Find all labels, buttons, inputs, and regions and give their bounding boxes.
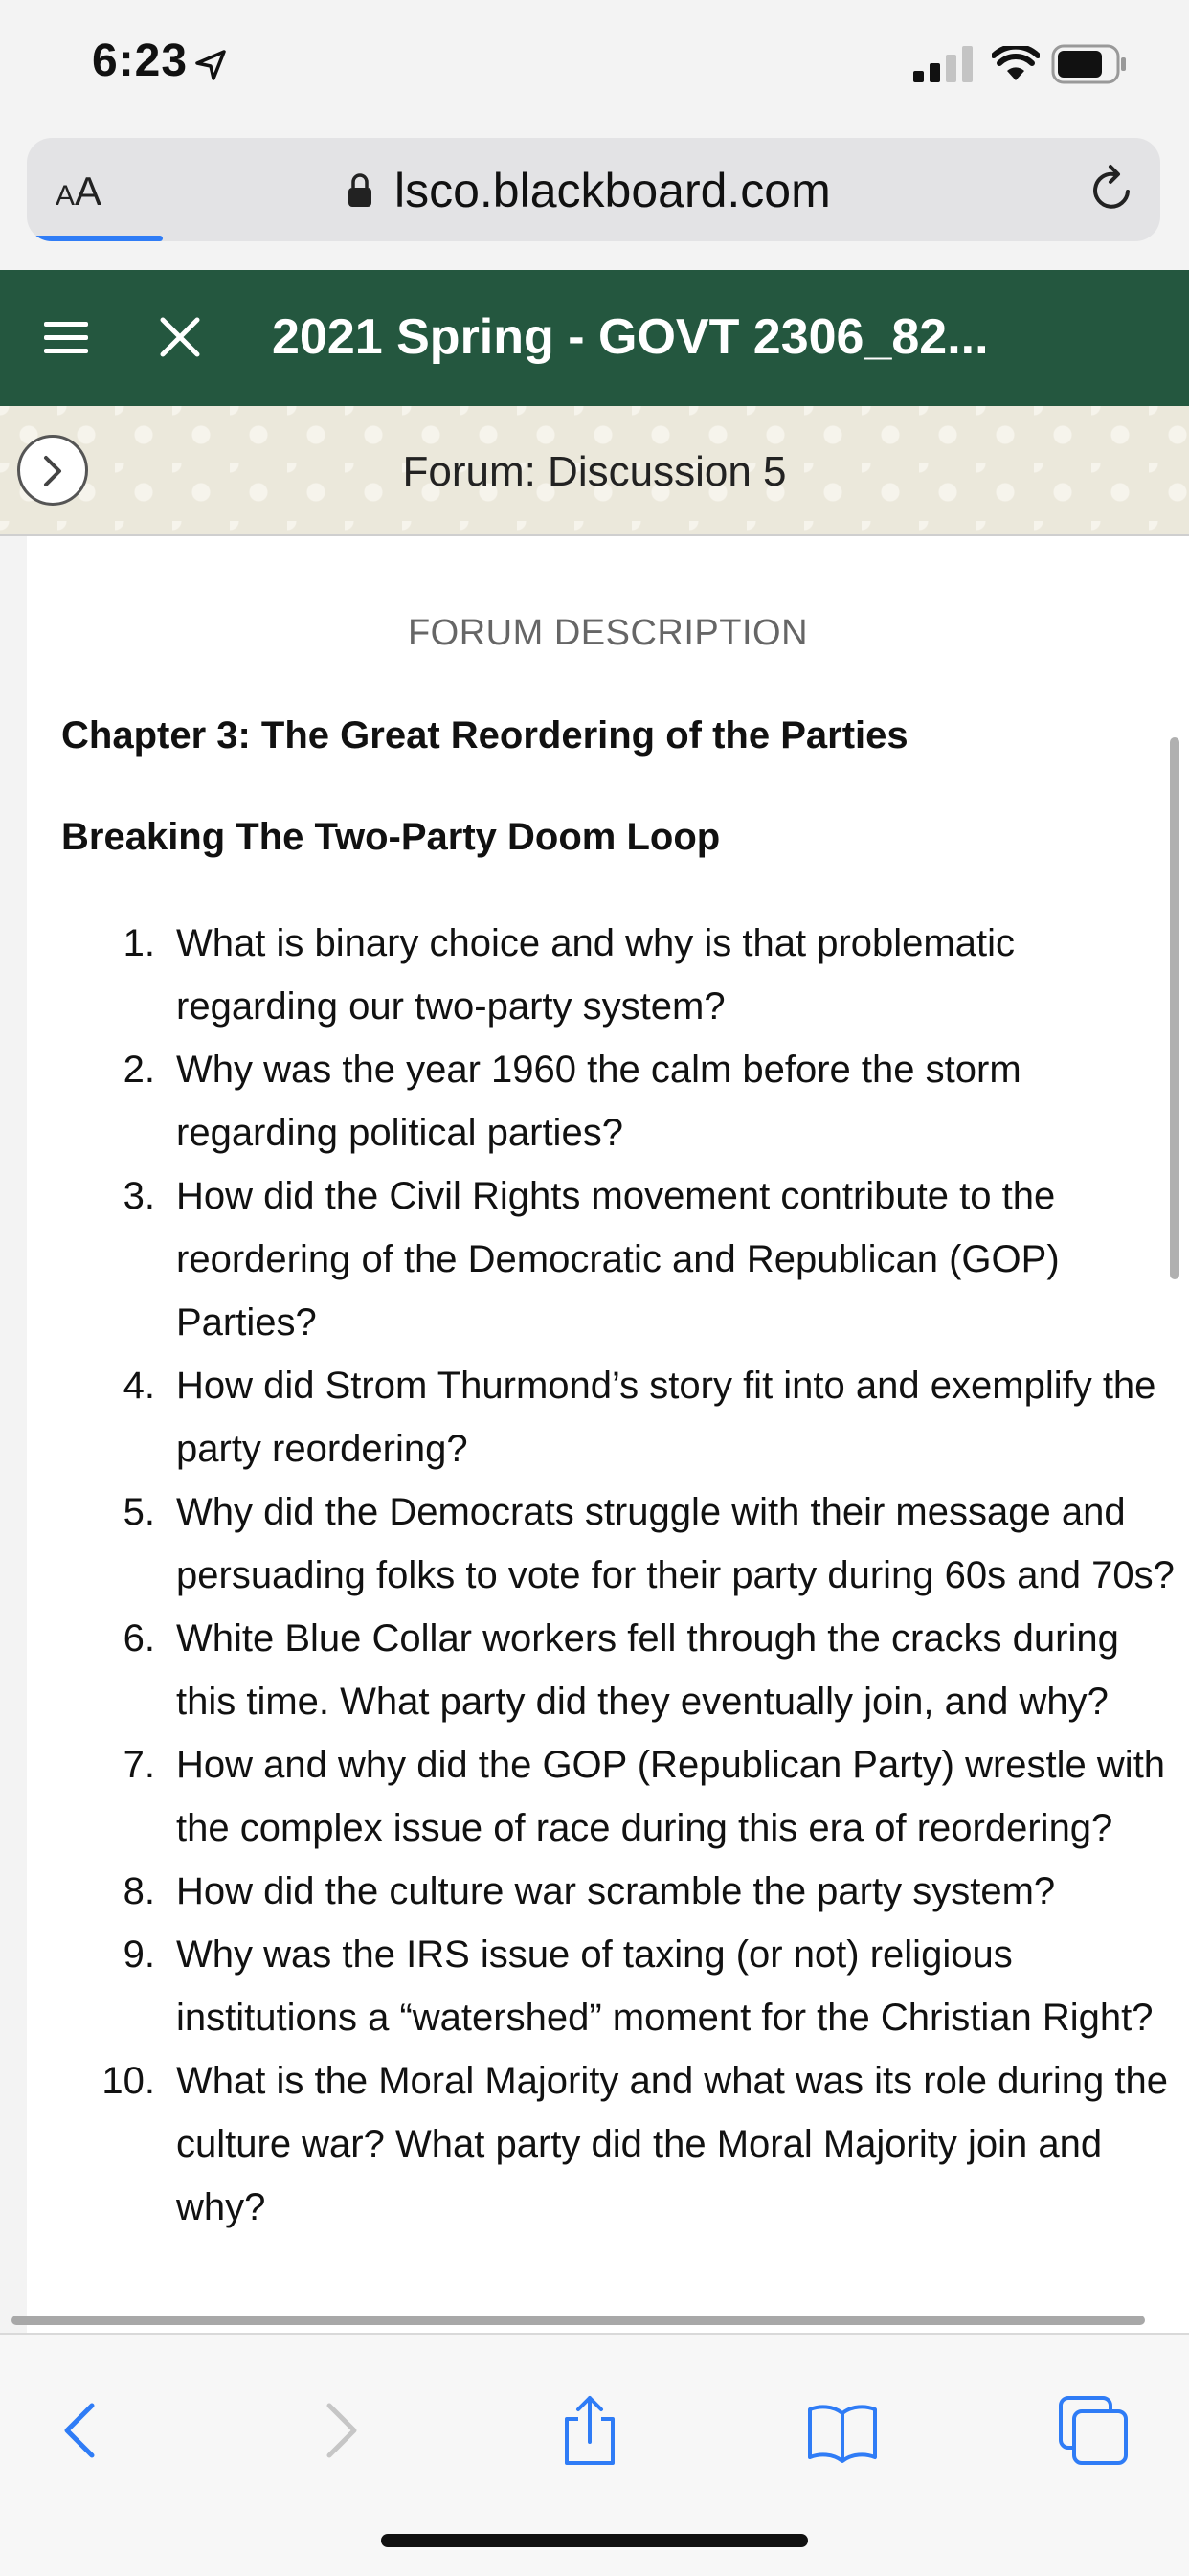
question-item <box>27 1733 1189 1860</box>
question-number: 1. <box>123 922 155 964</box>
text-size-button[interactable] <box>56 169 101 215</box>
question-text: Why was the IRS issue of taxing (or not) religious institutions a “watershed” moment for the Christian Right? <box>176 1933 1154 2039</box>
page-load-progress <box>27 236 163 241</box>
url-text[interactable]: lsco.blackboard.com <box>394 164 831 217</box>
question-number: 10. <box>101 2060 155 2102</box>
chapter-heading: Chapter 3: The Great Reordering of the Parties <box>61 714 909 757</box>
question-item <box>27 1480 1189 1607</box>
battery-icon <box>1051 44 1128 84</box>
status-time: 6:23 <box>92 35 189 86</box>
bookmarks-icon[interactable] <box>804 2392 881 2469</box>
lock-icon <box>347 172 373 209</box>
home-indicator <box>381 2534 808 2547</box>
question-item <box>27 1923 1189 2049</box>
question-text: What is binary choice and why is that problematic regarding our two-party system? <box>176 922 1015 1028</box>
sub-heading: Breaking The Two-Party Doom Loop <box>61 816 721 858</box>
text-size-big-a: A <box>75 169 102 214</box>
question-number: 8. <box>123 1870 155 1912</box>
share-icon[interactable] <box>551 2392 628 2469</box>
question-number: 6. <box>123 1617 155 1660</box>
question-number: 5. <box>123 1491 155 1533</box>
course-header <box>0 270 1189 406</box>
question-number: 3. <box>123 1175 155 1217</box>
horizontal-scrollbar[interactable] <box>11 2316 1145 2325</box>
question-number: 2. <box>123 1049 155 1091</box>
question-text: What is the Moral Majority and what was its role during the culture war? What party did the Moral Majority join and why? <box>176 2060 1168 2228</box>
reload-icon[interactable] <box>1086 163 1139 216</box>
course-title: 2021 Spring - GOVT 2306_82... <box>272 309 989 365</box>
tabs-icon[interactable] <box>1055 2392 1132 2469</box>
forum-description-label: FORUM DESCRIPTION <box>407 613 809 653</box>
address-bar[interactable] <box>27 138 1160 241</box>
question-list <box>27 912 1189 2239</box>
forward-icon[interactable] <box>301 2392 377 2469</box>
question-number: 4. <box>123 1365 155 1407</box>
cellular-signal-icon <box>913 46 973 82</box>
question-item <box>27 1164 1189 1354</box>
status-bar <box>0 0 1189 126</box>
vertical-scrollbar[interactable] <box>1170 737 1179 1279</box>
text-size-small-a: A <box>56 180 76 212</box>
question-text: How did the Civil Rights movement contribute to the reordering of the Democratic and Republican (GOP) Parties? <box>176 1175 1060 1344</box>
question-item <box>27 1860 1189 1923</box>
close-icon[interactable] <box>159 316 201 358</box>
question-item <box>27 2049 1189 2239</box>
question-item <box>27 912 1189 1038</box>
question-item <box>27 1038 1189 1164</box>
question-text: Why did the Democrats struggle with their message and persuading folks to vote for their party during 60s and 70s? <box>176 1491 1175 1596</box>
question-text: How did Strom Thurmond’s story fit into and exemplify the party reordering? <box>176 1365 1156 1470</box>
question-item <box>27 1607 1189 1733</box>
question-item <box>27 1354 1189 1480</box>
question-text: Why was the year 1960 the calm before the storm regarding political parties? <box>176 1049 1021 1154</box>
question-text: How did the culture war scramble the party system? <box>176 1870 1056 1912</box>
back-icon[interactable] <box>44 2392 121 2469</box>
hamburger-menu-icon[interactable] <box>44 320 88 356</box>
question-text: How and why did the GOP (Republican Party) wrestle with the complex issue of race during this era of reordering? <box>176 1744 1166 1849</box>
question-number: 9. <box>123 1933 155 1976</box>
location-arrow-icon <box>193 48 228 82</box>
forum-title: Forum: Discussion 5 <box>402 448 787 495</box>
question-text: White Blue Collar workers fell through the cracks during this time. What party did they eventually join, and why? <box>176 1617 1119 1723</box>
question-number: 7. <box>123 1744 155 1786</box>
wifi-icon <box>992 46 1040 82</box>
forum-bar <box>0 406 1189 536</box>
forum-description-panel <box>27 536 1189 2333</box>
